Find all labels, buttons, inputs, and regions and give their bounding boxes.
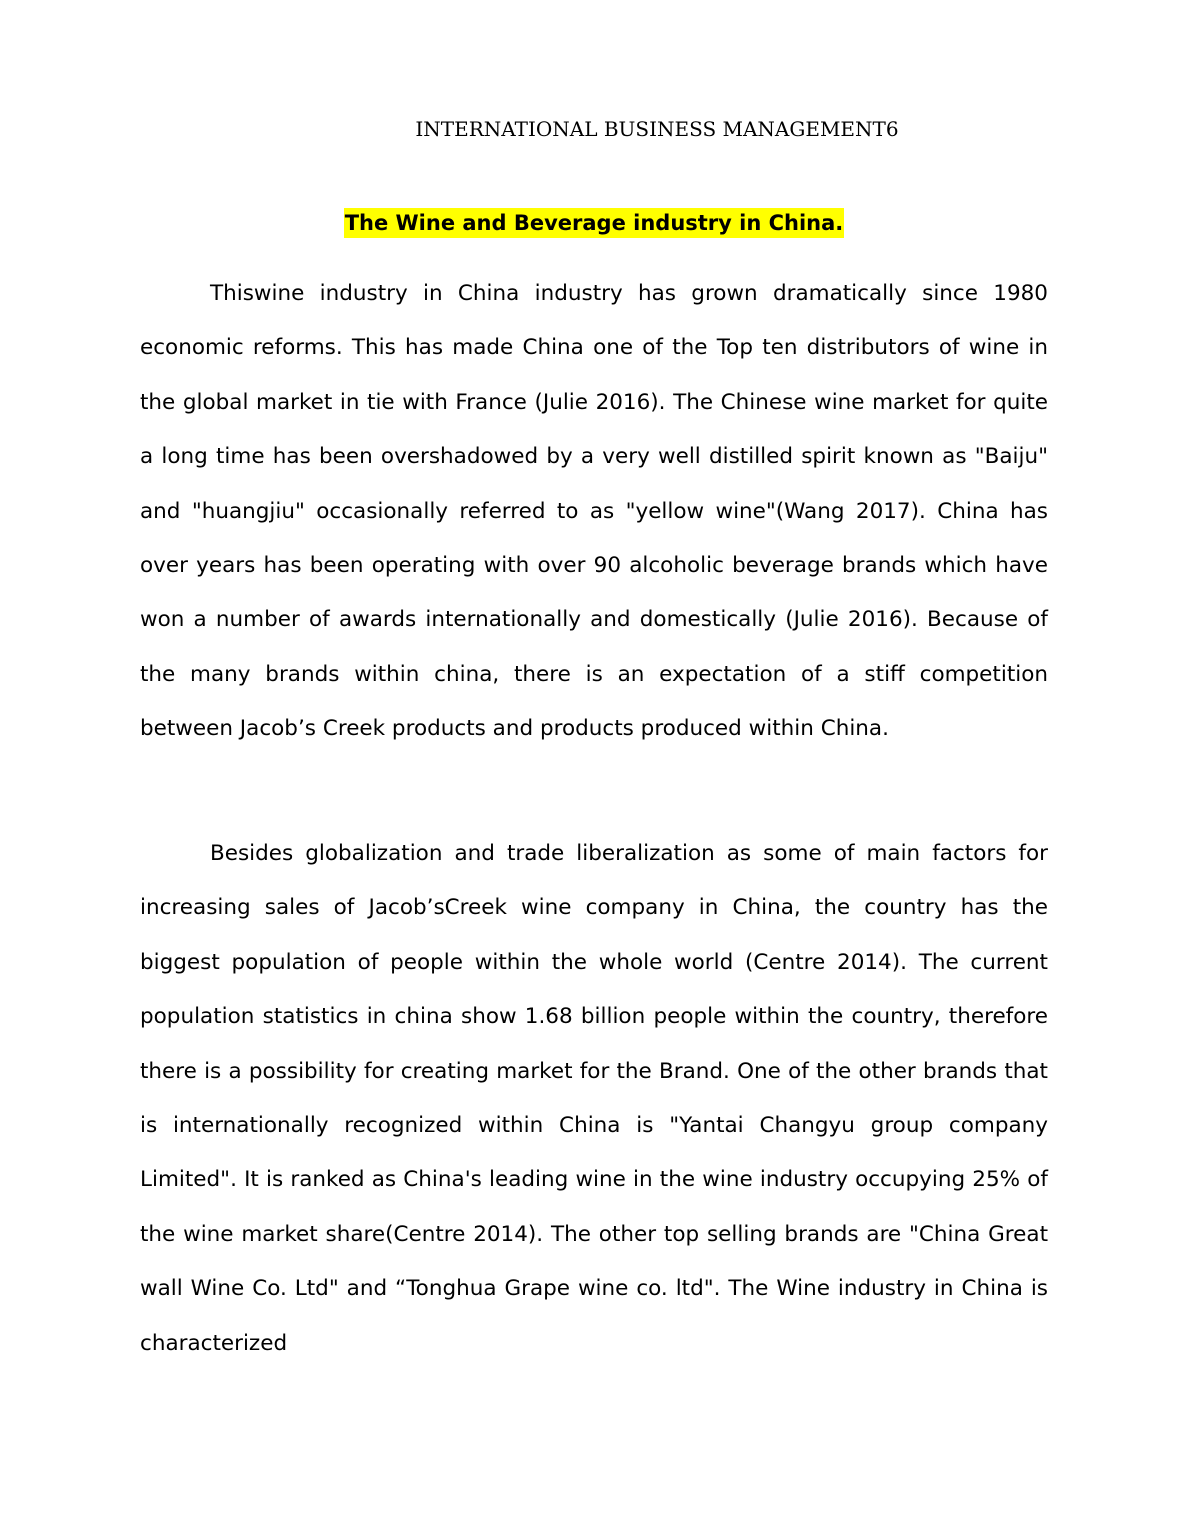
body-paragraph: Thiswine industry in China industry has grown dramatically since 1980 economic reforms. This has made China one of the Top ten distributors of wine in the global market in tie with France (Julie 2016). The Chinese wine market for quite a long time has been overshadowed by a very well distilled spirit known as "Baiju" and "huangjiu" occasionally referred to as "yellow wine"(Wang 2017). China has over years has been operating with over 90 alcoholic beverage brands which have won a number of awards internationally and domestically (Julie 2016). Because of the many brands within china, there is an expectation of a stiff competition between Jacob’s Creek products and products produced within China. — [140, 281, 1048, 742]
body-paragraph-2-container — [140, 827, 1048, 1371]
running-header — [140, 115, 1048, 143]
body-paragraph-1-container — [140, 267, 1048, 757]
page-number: 6 — [885, 117, 899, 141]
running-header-title: INTERNATIONAL BUSINESS MANAGEMENT — [415, 117, 886, 141]
body-paragraph: Besides globalization and trade liberalization as some of main factors for increasing sales of Jacob’sCreek wine company in China, the country has the biggest population of people within the whole world (Centre 2014). The current population statistics in china show 1.68 billion people within the country, therefore there is a possibility for creating market for the Brand. One of the other brands that is internationally recognized within China is "Yantai Changyu group company Limited". It is ranked as China's leading wine in the wine industry occupying 25% of the wine market share(Centre 2014). The other top selling brands are "China Great wall Wine Co. Ltd" and “Tonghua Grape wine co. ltd". The Wine industry in China is characterized — [140, 841, 1048, 1356]
title-container — [140, 208, 1048, 238]
document-title: The Wine and Beverage industry in China. — [344, 208, 845, 238]
